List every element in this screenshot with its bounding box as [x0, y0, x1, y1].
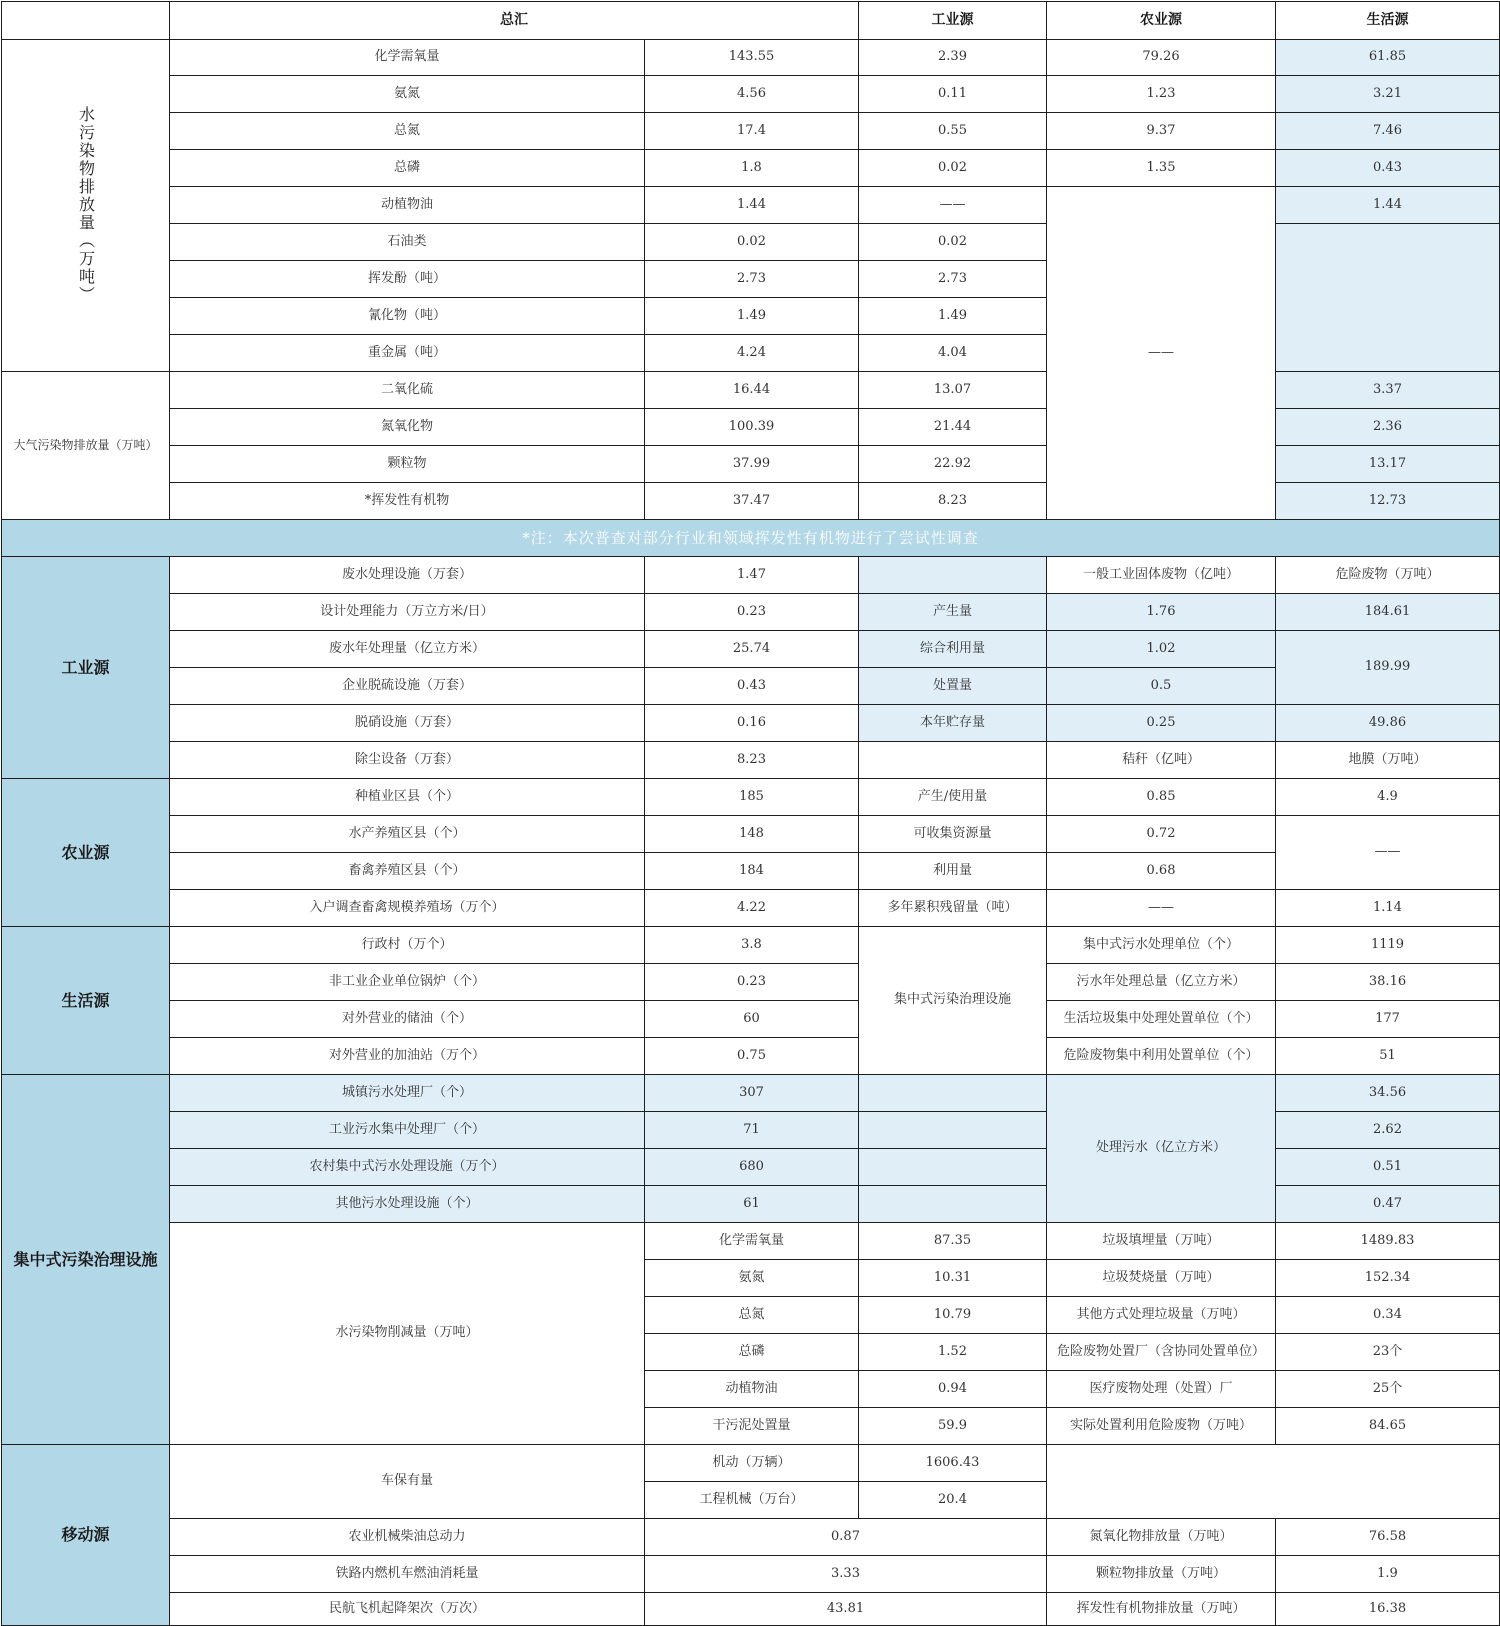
living-empty-cell — [1275, 223, 1500, 372]
water-item-name: 动植物油 — [169, 186, 645, 224]
water-item-industry: 4.04 — [858, 334, 1047, 372]
water-item-living: 0.43 — [1275, 149, 1500, 187]
air-item-name: *挥发性有机物 — [169, 482, 645, 520]
living-section-label: 生活源 — [1, 926, 170, 1075]
reduction-item-value: 10.79 — [858, 1296, 1047, 1334]
waste-item-value: 84.65 — [1275, 1407, 1500, 1445]
agriculture-item-value: 184 — [644, 852, 859, 890]
reduction-label: 水污染物削减量（万吨） — [169, 1222, 645, 1445]
facility-item-value: 1119 — [1275, 926, 1500, 964]
facility-item-name: 污水年处理总量（亿立方米） — [1046, 963, 1276, 1001]
waste-item-value: 23个 — [1275, 1333, 1500, 1371]
water-item-living: 1.44 — [1275, 186, 1500, 224]
water-item-agriculture: 79.26 — [1046, 39, 1276, 77]
water-item-name: 总氮 — [169, 112, 645, 150]
waste-item-name: 医疗废物处理（处置）厂 — [1046, 1370, 1276, 1408]
water-item-industry: 0.55 — [858, 112, 1047, 150]
water-item-agriculture: 9.37 — [1046, 112, 1276, 150]
straw-item-value: 0.68 — [1046, 852, 1276, 890]
produce-hazard: 184.61 — [1275, 593, 1500, 631]
industry-item-name: 脱硝设施（万套） — [169, 704, 645, 742]
mobile-item-name: 铁路内燃机车燃油消耗量 — [169, 1555, 645, 1593]
treated-water-value: 34.56 — [1275, 1074, 1500, 1112]
air-item-name: 颗粒物 — [169, 445, 645, 483]
straw-header: 秸秆（亿吨） — [1046, 741, 1276, 779]
water-item-industry: 2.73 — [858, 260, 1047, 298]
water-item-agriculture: 1.35 — [1046, 149, 1276, 187]
air-item-living: 13.17 — [1275, 445, 1500, 483]
air-item-total: 100.39 — [644, 408, 859, 446]
agriculture-empty-cell: —— — [1046, 186, 1276, 520]
waste-item-value: 1489.83 — [1275, 1222, 1500, 1260]
industry-item-value: 0.43 — [644, 667, 859, 705]
reduction-item-value: 59.9 — [858, 1407, 1047, 1445]
emission-item-value: 16.38 — [1275, 1592, 1500, 1626]
facility-item-value: 38.16 — [1275, 963, 1500, 1001]
waste-item-value: 152.34 — [1275, 1259, 1500, 1297]
film-value: 4.9 — [1275, 778, 1500, 816]
plant-count: 307 — [644, 1074, 859, 1112]
mobile-item-value: 3.33 — [644, 1555, 1047, 1593]
waste-item-name: 垃圾焚烧量（万吨） — [1046, 1259, 1276, 1297]
emission-item-name: 氮氧化物排放量（万吨） — [1046, 1518, 1276, 1556]
treated-water-value: 2.62 — [1275, 1111, 1500, 1149]
water-item-total: 2.73 — [644, 260, 859, 298]
store-label: 本年贮存量 — [858, 704, 1047, 742]
dispose-general: 0.5 — [1046, 667, 1276, 705]
film-empty: —— — [1275, 815, 1500, 890]
treated-water-value: 0.47 — [1275, 1185, 1500, 1223]
plant-name: 城镇污水处理厂（个） — [169, 1074, 645, 1112]
water-item-total: 143.55 — [644, 39, 859, 77]
air-item-total: 37.99 — [644, 445, 859, 483]
water-item-total: 17.4 — [644, 112, 859, 150]
reduction-item-name: 总氮 — [644, 1296, 859, 1334]
general-waste-header: 一般工业固体废物（亿吨） — [1046, 556, 1276, 594]
mobile-item-name: 民航飞机起降架次（万次） — [169, 1592, 645, 1626]
living-item-name: 对外营业的加油站（万个） — [169, 1037, 645, 1075]
straw-item-value: 0.85 — [1046, 778, 1276, 816]
facility-item-name: 生活垃圾集中处理处置单位（个） — [1046, 1000, 1276, 1038]
water-item-total: 0.02 — [644, 223, 859, 261]
water-item-name: 氰化物（吨） — [169, 297, 645, 335]
reduction-item-name: 化学需氧量 — [644, 1222, 859, 1260]
motor-value: 1606.43 — [858, 1444, 1047, 1482]
empty-cell — [858, 1111, 1047, 1149]
emission-item-name: 颗粒物排放量（万吨） — [1046, 1555, 1276, 1593]
reduction-item-value: 10.31 — [858, 1259, 1047, 1297]
plant-count: 71 — [644, 1111, 859, 1149]
treated-water-value: 0.51 — [1275, 1148, 1500, 1186]
facility-item-name: 集中式污水处理单位（个） — [1046, 926, 1276, 964]
straw-item-label: 可收集资源量 — [858, 815, 1047, 853]
mobile-item-value: 0.87 — [644, 1518, 1047, 1556]
waste-item-name: 垃圾填埋量（万吨） — [1046, 1222, 1276, 1260]
header-agriculture: 农业源 — [1046, 1, 1276, 40]
water-item-industry: 2.39 — [858, 39, 1047, 77]
mobile-item-name: 农业机械柴油总动力 — [169, 1518, 645, 1556]
empty-cell — [1046, 1444, 1500, 1519]
store-hazard: 49.86 — [1275, 704, 1500, 742]
water-item-total: 4.56 — [644, 75, 859, 113]
air-section-label: 大气污染物排放量（万吨） — [1, 371, 170, 520]
industry-section-label: 工业源 — [1, 556, 170, 779]
water-item-living: 7.46 — [1275, 112, 1500, 150]
agriculture-item-value: 185 — [644, 778, 859, 816]
agriculture-item-value: 4.22 — [644, 889, 859, 927]
header-living: 生活源 — [1275, 1, 1500, 40]
water-item-living: 3.21 — [1275, 75, 1500, 113]
plant-count: 61 — [644, 1185, 859, 1223]
straw-item-value: —— — [1046, 889, 1276, 927]
water-item-name: 重金属（吨） — [169, 334, 645, 372]
industry-item-name: 设计处理能力（万立方米/日） — [169, 593, 645, 631]
water-item-name: 挥发酚（吨） — [169, 260, 645, 298]
industry-item-value: 0.23 — [644, 593, 859, 631]
industry-item-value: 1.47 — [644, 556, 859, 594]
industry-item-name: 废水处理设施（万套） — [169, 556, 645, 594]
centralized-section-label: 集中式污染治理设施 — [1, 1074, 170, 1445]
plant-name: 其他污水处理设施（个） — [169, 1185, 645, 1223]
water-item-agriculture: 1.23 — [1046, 75, 1276, 113]
industry-item-value: 8.23 — [644, 741, 859, 779]
reduction-item-name: 动植物油 — [644, 1370, 859, 1408]
living-item-name: 行政村（万个） — [169, 926, 645, 964]
straw-item-label: 产生/使用量 — [858, 778, 1047, 816]
agriculture-item-name: 种植业区县（个） — [169, 778, 645, 816]
facility-item-name: 危险废物集中利用处置单位（个） — [1046, 1037, 1276, 1075]
reduction-item-value: 0.94 — [858, 1370, 1047, 1408]
living-item-value: 60 — [644, 1000, 859, 1038]
reduction-item-value: 87.35 — [858, 1222, 1047, 1260]
use-label: 综合利用量 — [858, 630, 1047, 668]
header-total: 总汇 — [169, 1, 859, 40]
dispose-label: 处置量 — [858, 667, 1047, 705]
emission-item-name: 挥发性有机物排放量（万吨） — [1046, 1592, 1276, 1626]
mobile-item-value: 43.81 — [644, 1592, 1047, 1626]
agriculture-item-name: 水产养殖区县（个） — [169, 815, 645, 853]
use-dispose-hazard: 189.99 — [1275, 630, 1500, 705]
treated-water-label: 处理污水（亿立方米） — [1046, 1074, 1276, 1223]
film-residue-value: 1.14 — [1275, 889, 1500, 927]
air-item-total: 37.47 — [644, 482, 859, 520]
reduction-item-name: 氨氮 — [644, 1259, 859, 1297]
plant-count: 680 — [644, 1148, 859, 1186]
store-general: 0.25 — [1046, 704, 1276, 742]
water-item-total: 1.8 — [644, 149, 859, 187]
industry-item-value: 25.74 — [644, 630, 859, 668]
air-item-living: 12.73 — [1275, 482, 1500, 520]
empty-cell — [858, 1185, 1047, 1223]
film-header: 地膜（万吨） — [1275, 741, 1500, 779]
living-item-name: 对外营业的储油（个） — [169, 1000, 645, 1038]
emission-item-value: 76.58 — [1275, 1518, 1500, 1556]
reduction-item-name: 干污泥处置量 — [644, 1407, 859, 1445]
reduction-item-name: 总磷 — [644, 1333, 859, 1371]
note-banner: *注：本次普查对部分行业和领域挥发性有机物进行了尝试性调查 — [1, 519, 1500, 557]
waste-item-value: 25个 — [1275, 1370, 1500, 1408]
living-item-name: 非工业企业单位锅炉（个） — [169, 963, 645, 1001]
straw-item-label: 多年累积残留量（吨） — [858, 889, 1047, 927]
mobile-section-label: 移动源 — [1, 1444, 170, 1626]
empty-cell — [858, 1148, 1047, 1186]
motor-label: 机动（万辆） — [644, 1444, 859, 1482]
empty-cell — [858, 741, 1047, 779]
agriculture-item-name: 入户调查畜禽规模养殖场（万个） — [169, 889, 645, 927]
hazard-waste-header: 危险废物（万吨） — [1275, 556, 1500, 594]
water-item-name: 总磷 — [169, 149, 645, 187]
water-item-industry: —— — [858, 186, 1047, 224]
water-item-total: 4.24 — [644, 334, 859, 372]
vehicle-label: 车保有量 — [169, 1444, 645, 1519]
living-item-value: 3.8 — [644, 926, 859, 964]
air-item-living: 2.36 — [1275, 408, 1500, 446]
air-item-industry: 13.07 — [858, 371, 1047, 409]
emission-item-value: 1.9 — [1275, 1555, 1500, 1593]
waste-item-name: 其他方式处理垃圾量（万吨） — [1046, 1296, 1276, 1334]
air-item-industry: 8.23 — [858, 482, 1047, 520]
water-item-name: 化学需氧量 — [169, 39, 645, 77]
facility-item-value: 51 — [1275, 1037, 1500, 1075]
facility-label: 集中式污染治理设施 — [858, 926, 1047, 1075]
agriculture-section-label: 农业源 — [1, 778, 170, 927]
reduction-item-value: 1.52 — [858, 1333, 1047, 1371]
facility-item-value: 177 — [1275, 1000, 1500, 1038]
agriculture-item-name: 畜禽养殖区县（个） — [169, 852, 645, 890]
water-section-label: 水污染物排放量（万吨） — [1, 39, 170, 373]
water-item-industry: 1.49 — [858, 297, 1047, 335]
water-item-total: 1.44 — [644, 186, 859, 224]
water-item-industry: 0.11 — [858, 75, 1047, 113]
use-general: 1.02 — [1046, 630, 1276, 668]
machine-label: 工程机械（万台） — [644, 1481, 859, 1519]
straw-item-value: 0.72 — [1046, 815, 1276, 853]
produce-general: 1.76 — [1046, 593, 1276, 631]
plant-name: 工业污水集中处理厂（个） — [169, 1111, 645, 1149]
empty-cell — [858, 1074, 1047, 1112]
machine-value: 20.4 — [858, 1481, 1047, 1519]
air-item-name: 二氧化硫 — [169, 371, 645, 409]
living-item-value: 0.23 — [644, 963, 859, 1001]
industry-item-value: 0.16 — [644, 704, 859, 742]
waste-item-name: 危险废物处置厂（含协同处置单位） — [1046, 1333, 1276, 1371]
water-item-industry: 0.02 — [858, 223, 1047, 261]
straw-item-label: 利用量 — [858, 852, 1047, 890]
air-item-total: 16.44 — [644, 371, 859, 409]
corner-cell — [1, 1, 170, 40]
water-item-total: 1.49 — [644, 297, 859, 335]
agriculture-item-value: 148 — [644, 815, 859, 853]
water-item-name: 氨氮 — [169, 75, 645, 113]
water-item-industry: 0.02 — [858, 149, 1047, 187]
waste-item-value: 0.34 — [1275, 1296, 1500, 1334]
water-item-living: 61.85 — [1275, 39, 1500, 77]
industry-item-name: 企业脱硫设施（万套） — [169, 667, 645, 705]
water-item-name: 石油类 — [169, 223, 645, 261]
air-item-industry: 22.92 — [858, 445, 1047, 483]
industry-item-name: 废水年处理量（亿立方米） — [169, 630, 645, 668]
air-item-living: 3.37 — [1275, 371, 1500, 409]
plant-name: 农村集中式污水处理设施（万个） — [169, 1148, 645, 1186]
waste-item-name: 实际处置利用危险废物（万吨） — [1046, 1407, 1276, 1445]
industry-item-name: 除尘设备（万套） — [169, 741, 645, 779]
header-industry: 工业源 — [858, 1, 1047, 40]
air-item-industry: 21.44 — [858, 408, 1047, 446]
empty-cell — [858, 556, 1047, 594]
living-item-value: 0.75 — [644, 1037, 859, 1075]
air-item-name: 氮氧化物 — [169, 408, 645, 446]
produce-label: 产生量 — [858, 593, 1047, 631]
